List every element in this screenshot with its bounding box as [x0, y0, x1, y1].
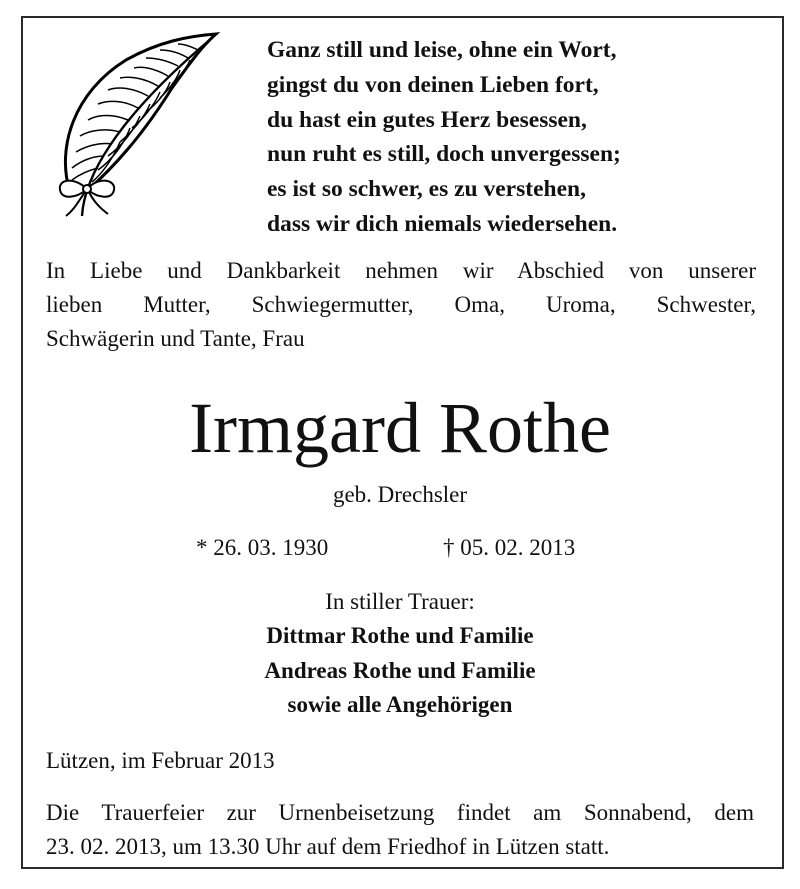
poem: [267, 33, 767, 242]
deceased-name: Irmgard Rothe: [189, 388, 611, 468]
funeral-notice: [46, 796, 754, 864]
intro-line: In Liebe und Dankbarkeit nehmen wir Abschied von unserer: [46, 258, 756, 283]
mourner-line: Andreas Rothe und Familie: [264, 657, 536, 683]
mourning-heading: In stiller Trauer:: [325, 589, 475, 614]
death-date: † 05. 02. 2013: [443, 535, 576, 560]
mourners-list: [0, 619, 800, 723]
birth-date: * 26. 03. 1930: [196, 535, 329, 560]
place-date: Lützen, im Februar 2013: [46, 748, 275, 773]
mourner-line: sowie alle Angehörigen: [287, 692, 513, 717]
feather-with-bow-icon: [48, 30, 238, 220]
funeral-line: Die Trauerfeier zur Urnenbeisetzung findet am Sonnabend, dem: [46, 800, 754, 825]
funeral-line: 23. 02. 2013, um 13.30 Uhr auf dem Friedhof in Lützen statt.: [46, 834, 610, 859]
poem-line: es ist so schwer, es zu verstehen,: [267, 176, 586, 203]
poem-line: Ganz still und leise, ohne ein Wort,: [267, 37, 617, 63]
intro-line: Schwägerin und Tante, Frau: [46, 326, 305, 351]
maiden-name: geb. Drechsler: [332, 482, 468, 507]
poem-line: du hast ein gutes Herz besessen,: [267, 106, 587, 133]
farewell-intro: [46, 254, 756, 356]
poem-line: nun ruht es still, doch unvergessen;: [267, 141, 621, 168]
poem-line: dass wir dich niemals wiedersehen.: [267, 210, 618, 237]
mourner-line: Dittmar Rothe und Familie: [266, 623, 534, 648]
poem-line: gingst du von deinen Lieben fort,: [267, 71, 599, 98]
intro-line: lieben Mutter, Schwiegermutter, Oma, Uroma, Schwester,: [46, 292, 756, 317]
